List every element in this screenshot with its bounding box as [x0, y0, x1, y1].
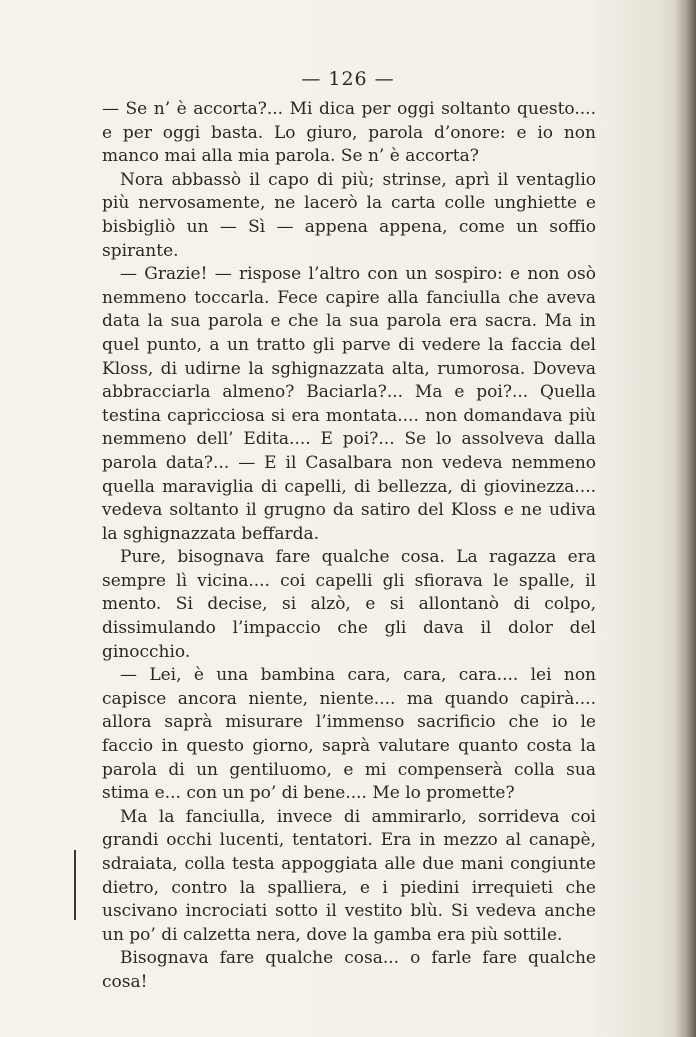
- paragraph-5: — Lei, è una bambina cara, cara, cara.... lei non capisce ancora niente, niente.... ma quando capirà.... allora saprà misurare l’immenso sacrificio che io le faccio in questo giorno, saprà valutare quanto costa la parola di un gentiluomo, e mi compenserà colla sua stima e... con un po’ di bene.... Me lo promette?: [102, 665, 596, 804]
- paragraph-7: Bisognava fare qualche cosa... o farle fare qualche cosa!: [102, 948, 596, 992]
- page-number: — 126 —: [301, 68, 395, 90]
- paragraph-4: Pure, bisognava fare qualche cosa. La ragazza era sempre lì vicina.... coi capelli gli sfiorava le spalle, il mento. Si decise, si alzò, e si allontanò di colpo, dissimulando l’impaccio che gli dava il dolor del ginocchio.: [102, 547, 596, 662]
- page-binding-shadow: [674, 0, 696, 1037]
- margin-pencil-mark: [74, 850, 76, 920]
- paragraph-6: Ma la fanciulla, invece di ammirarlo, sorrideva coi grandi occhi lucenti, tentatori. Era in mezzo al canapè, sdraiata, colla testa appoggiata alle due mani congiunte dietro, contro la spalliera, e i piedini irrequieti che uscivano incrociati sotto il vestito blù. Si vedeva anche un po’ di calzetta nera, dove la gamba era più sottile.: [102, 806, 596, 945]
- paragraph-1: — Se n’ è accorta?... Mi dica per oggi soltanto questo.... e per oggi basta. Lo giuro, parola d’onore: e io non manco mai alla mia parola. Se n’ è accorta?: [102, 99, 596, 167]
- body-text: [102, 98, 596, 995]
- paragraph-2: Nora abbassò il capo di più; strinse, aprì il ventaglio più nervosamente, ne lacerò la carta colle unghiette e bisbigliò un — Sì — appena appena, come un soffio spirante.: [102, 169, 596, 261]
- paragraph-3: — Grazie! — rispose l’altro con un sospiro: e non osò nemmeno toccarla. Fece capire alla fanciulla che aveva data la sua parola e che la sua parola era sacra. Ma in quel punto, a un tratto gli parve di vedere la faccia del Kloss, di udirne la sghignazzata alta, rumorosa. Doveva abbracciarla almeno? Baciarla?... Ma e poi?... Quella testina capricciosa si era montata.... non domandava più nemmeno dell’ Edita.... E poi?... Se lo assolveva dalla parola data?... — E il Casalbara non vedeva nemmeno quella maraviglia di capelli, di bellezza, di giovinezza.... vedeva soltanto il grugno da satiro del Kloss e ne udiva la sghignazzata beffarda.: [102, 264, 596, 544]
